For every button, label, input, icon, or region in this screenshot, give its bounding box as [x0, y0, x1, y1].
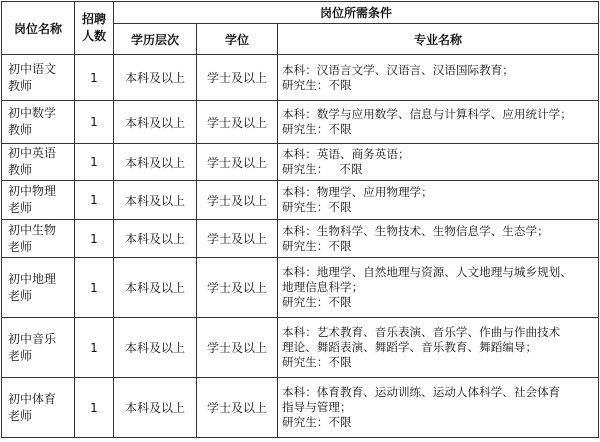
education-cell: 本科及以上	[114, 181, 197, 220]
headcount-cell: 1	[75, 144, 114, 181]
header-headcount-line2: 人数	[81, 29, 106, 43]
headcount-cell: 1	[75, 101, 114, 144]
position-cell: 初中语文 教师	[2, 55, 75, 101]
position-cell: 初中物理 老师	[2, 181, 75, 220]
position-cell: 初中地理 老师	[2, 258, 75, 318]
table-row	[2, 318, 599, 378]
education-cell: 本科及以上	[114, 55, 197, 101]
major-cell: 本科：物理学、应用物理学； 研究生：不限	[278, 181, 599, 220]
position-cell: 初中数学 教师	[2, 101, 75, 144]
degree-cell: 学士及以上	[197, 181, 278, 220]
table-row	[2, 144, 599, 181]
education-cell: 本科及以上	[114, 318, 197, 378]
position-cell: 初中生物 老师	[2, 220, 75, 258]
header-headcount	[75, 2, 114, 55]
recruitment-table-container	[1, 1, 599, 438]
major-cell: 本科：体育教育、运动训练、运动人体科学、社会体育 指导与管理； 研究生：不限	[278, 378, 599, 438]
education-cell: 本科及以上	[114, 144, 197, 181]
headcount-cell: 1	[75, 258, 114, 318]
major-cell: 本科：地理学、自然地理与资源、人文地理与城乡规划、 地理信息科学； 研究生：不限	[278, 258, 599, 318]
education-cell: 本科及以上	[114, 220, 197, 258]
header-degree: 学位	[197, 24, 278, 55]
header-headcount-line1: 招聘	[81, 12, 106, 26]
table-row	[2, 55, 599, 101]
table-row	[2, 181, 599, 220]
major-cell: 本科：英语、商务英语； 研究生： 不限	[278, 144, 599, 181]
position-cell: 初中体育 老师	[2, 378, 75, 438]
headcount-cell: 1	[75, 220, 114, 258]
education-cell: 本科及以上	[114, 101, 197, 144]
header-position-name: 岗位名称	[2, 2, 75, 55]
header-requirements: 岗位所需条件	[114, 2, 599, 24]
header-major: 专业名称	[278, 24, 599, 55]
table-row	[2, 258, 599, 318]
degree-cell: 学士及以上	[197, 144, 278, 181]
degree-cell: 学士及以上	[197, 378, 278, 438]
header-education: 学历层次	[114, 24, 197, 55]
major-cell: 本科：生物科学、生物技术、生物信息学、生态学； 研究生：不限	[278, 220, 599, 258]
education-cell: 本科及以上	[114, 378, 197, 438]
major-cell: 本科：艺术教育、音乐表演、音乐学、作曲与作曲技术 理论、舞蹈表演、舞蹈学、音乐教育、舞蹈编导； 研究生：不限	[278, 318, 599, 378]
major-cell: 本科：汉语言文学、汉语言、汉语国际教育； 研究生：不限	[278, 55, 599, 101]
education-cell: 本科及以上	[114, 258, 197, 318]
degree-cell: 学士及以上	[197, 258, 278, 318]
table-row	[2, 220, 599, 258]
table-row	[2, 378, 599, 438]
degree-cell: 学士及以上	[197, 101, 278, 144]
major-cell: 本科：数学与应用数学、信息与计算科学、应用统计学； 研究生：不限	[278, 101, 599, 144]
table-row	[2, 101, 599, 144]
headcount-cell: 1	[75, 378, 114, 438]
degree-cell: 学士及以上	[197, 55, 278, 101]
position-cell: 初中音乐 老师	[2, 318, 75, 378]
degree-cell: 学士及以上	[197, 318, 278, 378]
headcount-cell: 1	[75, 181, 114, 220]
headcount-cell: 1	[75, 318, 114, 378]
position-cell: 初中英语 教师	[2, 144, 75, 181]
degree-cell: 学士及以上	[197, 220, 278, 258]
recruitment-table	[1, 1, 599, 438]
headcount-cell: 1	[75, 55, 114, 101]
